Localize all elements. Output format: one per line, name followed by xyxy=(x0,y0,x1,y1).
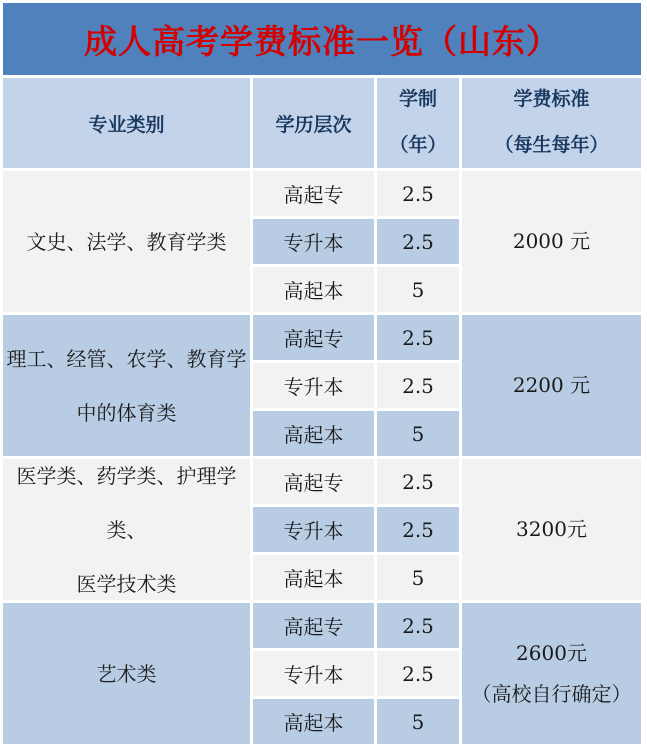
duration-cell: 2.5 xyxy=(377,651,459,696)
fee-cell xyxy=(462,603,641,744)
fee-cell xyxy=(462,459,641,600)
table-title-band xyxy=(3,3,641,75)
duration-cell: 2.5 xyxy=(377,363,459,408)
col-header-duration-line: （年） xyxy=(389,134,447,156)
level-cell: 高起本 xyxy=(253,411,374,456)
fee-line: 2600元 xyxy=(516,640,587,665)
duration-cell: 5 xyxy=(377,267,459,312)
duration-cell: 2.5 xyxy=(377,315,459,360)
fee-line: （高校自行确定） xyxy=(471,681,632,706)
col-header-major: 专业类别 xyxy=(3,78,250,168)
level-cell: 高起本 xyxy=(253,699,374,744)
tuition-fee-table xyxy=(3,78,641,744)
fee-cell xyxy=(462,315,641,456)
page-title: 成人高考学费标准一览（山东） xyxy=(84,21,560,61)
category-cell xyxy=(3,459,250,600)
category-line: 医学类、药学类、护理学类、 xyxy=(16,463,237,542)
col-header-level: 学历层次 xyxy=(253,78,374,168)
fee-cell xyxy=(462,171,641,312)
level-cell: 高起本 xyxy=(253,267,374,312)
level-cell: 高起专 xyxy=(253,603,374,648)
duration-cell: 5 xyxy=(377,411,459,456)
level-cell: 高起本 xyxy=(253,555,374,600)
category-line: 艺术类 xyxy=(96,661,157,686)
level-cell: 专升本 xyxy=(253,363,374,408)
category-line: 医学技术类 xyxy=(76,571,177,596)
level-cell: 专升本 xyxy=(253,651,374,696)
fee-line: 2000 元 xyxy=(512,229,591,253)
category-cell xyxy=(3,315,250,456)
col-header-duration-line: 学制 xyxy=(398,88,437,111)
duration-cell: 2.5 xyxy=(377,459,459,504)
level-cell: 高起专 xyxy=(253,459,374,504)
duration-cell: 5 xyxy=(377,555,459,600)
level-cell: 专升本 xyxy=(253,219,374,264)
duration-cell: 2.5 xyxy=(377,219,459,264)
category-line: 中的体育类 xyxy=(76,400,177,425)
category-cell xyxy=(3,603,250,744)
level-cell: 高起专 xyxy=(253,315,374,360)
duration-cell: 2.5 xyxy=(377,171,459,216)
duration-cell: 5 xyxy=(377,699,459,744)
col-header-fee-line: 学费标准 xyxy=(513,88,590,111)
fee-line: 2200 元 xyxy=(512,373,591,397)
duration-cell: 2.5 xyxy=(377,603,459,648)
col-header-duration xyxy=(377,78,459,168)
category-cell xyxy=(3,171,250,312)
level-cell: 高起专 xyxy=(253,171,374,216)
col-header-fee xyxy=(462,78,641,168)
duration-cell: 2.5 xyxy=(377,507,459,552)
category-line: 理工、经管、农学、教育学 xyxy=(6,346,247,371)
fee-line: 3200元 xyxy=(516,517,587,541)
level-cell: 专升本 xyxy=(253,507,374,552)
category-line: 文史、法学、教育学类 xyxy=(26,229,227,254)
col-header-fee-line: （每生每年） xyxy=(494,134,609,156)
